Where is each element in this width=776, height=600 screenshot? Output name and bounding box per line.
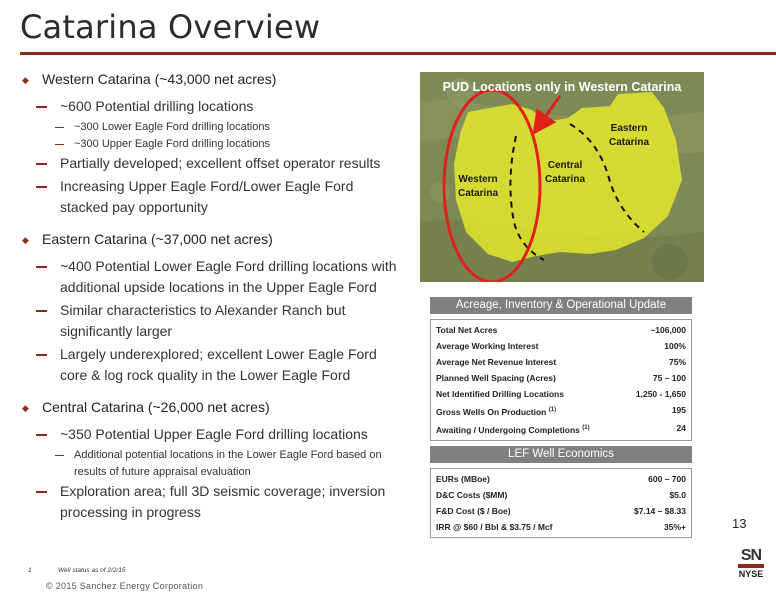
label-central: Central [547, 160, 583, 171]
row-value: $5.0 [669, 490, 686, 500]
map-title: PUD Locations only in Western Catarina [442, 80, 682, 94]
copyright: © 2015 Sanchez Energy Corporation [46, 581, 204, 591]
label-western: Western [458, 174, 498, 185]
economics-table [430, 468, 692, 538]
acreage-panel [430, 297, 692, 441]
row-label: F&D Cost ($ / Boe) [436, 506, 511, 516]
bullet-eastern-heading: ◆ Eastern Catarina (~37,000 net acres) [22, 230, 402, 248]
economics-panel-header: LEF Well Economics [430, 446, 692, 463]
table-row [436, 386, 686, 402]
table-row [436, 420, 686, 438]
bullet-eastern-item: ~400 Potential Lower Eagle Ford drilling locations with additional upside locations in the Upper Eagle Ford [22, 256, 402, 298]
logo-mark: SN [740, 547, 762, 564]
row-value: ~106,000 [650, 325, 686, 335]
acreage-panel-header: Acreage, Inventory & Operational Update [430, 297, 692, 314]
row-value: 1,250 - 1,650 [635, 389, 686, 399]
bullet-central-subitem: Additional potential locations in the Lower Eagle Ford based on results of future appraisal evaluation [22, 447, 402, 481]
table-row [436, 338, 686, 354]
table-row [436, 402, 686, 420]
table-row [436, 370, 686, 386]
table-row [436, 487, 686, 503]
bullet-western-heading: ◆ Western Catarina (~43,000 net acres) [22, 70, 402, 88]
label-western: Catarina [457, 188, 499, 199]
bullet-western-item: ~600 Potential drilling locations [22, 96, 402, 117]
footnote-marker: (1) [548, 407, 557, 413]
footnote [30, 567, 125, 574]
title-divider [20, 52, 776, 55]
bullet-list [22, 66, 402, 525]
row-value: 100% [664, 341, 686, 351]
table-row [436, 519, 686, 535]
row-label: Average Net Revenue Interest [436, 357, 557, 367]
row-value: 600 – 700 [648, 474, 686, 484]
row-label: Planned Well Spacing (Acres) [436, 373, 556, 383]
table-row [436, 503, 686, 519]
row-label: Awaiting / Undergoing Completions $^{(1)}$ [436, 424, 590, 435]
page-title: Catarina Overview [20, 8, 321, 46]
row-value: 75% [668, 357, 686, 367]
label-central: Catarina [544, 174, 586, 185]
bullet-western-item: Partially developed; excellent offset operator results [22, 153, 402, 174]
catarina-map [420, 72, 704, 282]
row-value: 195 [671, 405, 686, 415]
economics-panel [430, 446, 692, 538]
table-row [436, 322, 686, 338]
bullet-central-item: Exploration area; full 3D seismic coverage; inversion processing in progress [22, 481, 402, 523]
company-logo [736, 548, 766, 579]
row-label: Total Net Acres [436, 325, 498, 335]
label-eastern: Catarina [608, 137, 650, 148]
bullet-western-subitem: ~300 Lower Eagle Ford drilling locations [22, 119, 402, 136]
row-label: Average Working Interest [436, 341, 539, 351]
bullet-central-item: ~350 Potential Upper Eagle Ford drilling locations [22, 424, 402, 445]
bullet-western-subitem: ~300 Upper Eagle Ford drilling locations [22, 136, 402, 153]
footnote-marker: (1) [582, 424, 590, 431]
bullet-eastern-item: Similar characteristics to Alexander Ranch but significantly larger [22, 300, 402, 342]
bullet-central-heading: ◆ Central Catarina (~26,000 net acres) [22, 398, 402, 416]
bullet-eastern-item: Largely underexplored; excellent Lower Eagle Ford core & log rock quality in the Lower Eagle Ford [22, 344, 402, 386]
row-label: Gross Wells On Production $^{(1)}$ [436, 406, 557, 417]
row-label: Net Identified Drilling Locations [436, 389, 564, 399]
row-value: 75 – 100 [652, 373, 686, 383]
row-label: IRR @ $60 / Bbl & $3.75 / Mcf [436, 522, 553, 532]
footnote-number: 1 [28, 567, 32, 574]
label-eastern: Eastern [610, 123, 648, 134]
table-row [436, 354, 686, 370]
acreage-table [430, 319, 692, 441]
row-value: $7.14 – $8.33 [634, 506, 686, 516]
table-row [436, 471, 686, 487]
slide-number: 13 [732, 516, 747, 531]
row-value: 24 [676, 422, 686, 433]
row-value: 35%+ [664, 522, 686, 532]
logo-bar [738, 564, 764, 568]
footnote-text: Well status as of 2/2/15 [58, 567, 126, 574]
logo-exchange: NYSE [738, 569, 764, 579]
row-label: D&C Costs ($MM) [436, 490, 508, 500]
bullet-western-item: Increasing Upper Eagle Ford/Lower Eagle Ford stacked pay opportunity [22, 176, 402, 218]
row-label: EURs (MBoe) [436, 474, 490, 484]
map-graphic [420, 72, 704, 282]
